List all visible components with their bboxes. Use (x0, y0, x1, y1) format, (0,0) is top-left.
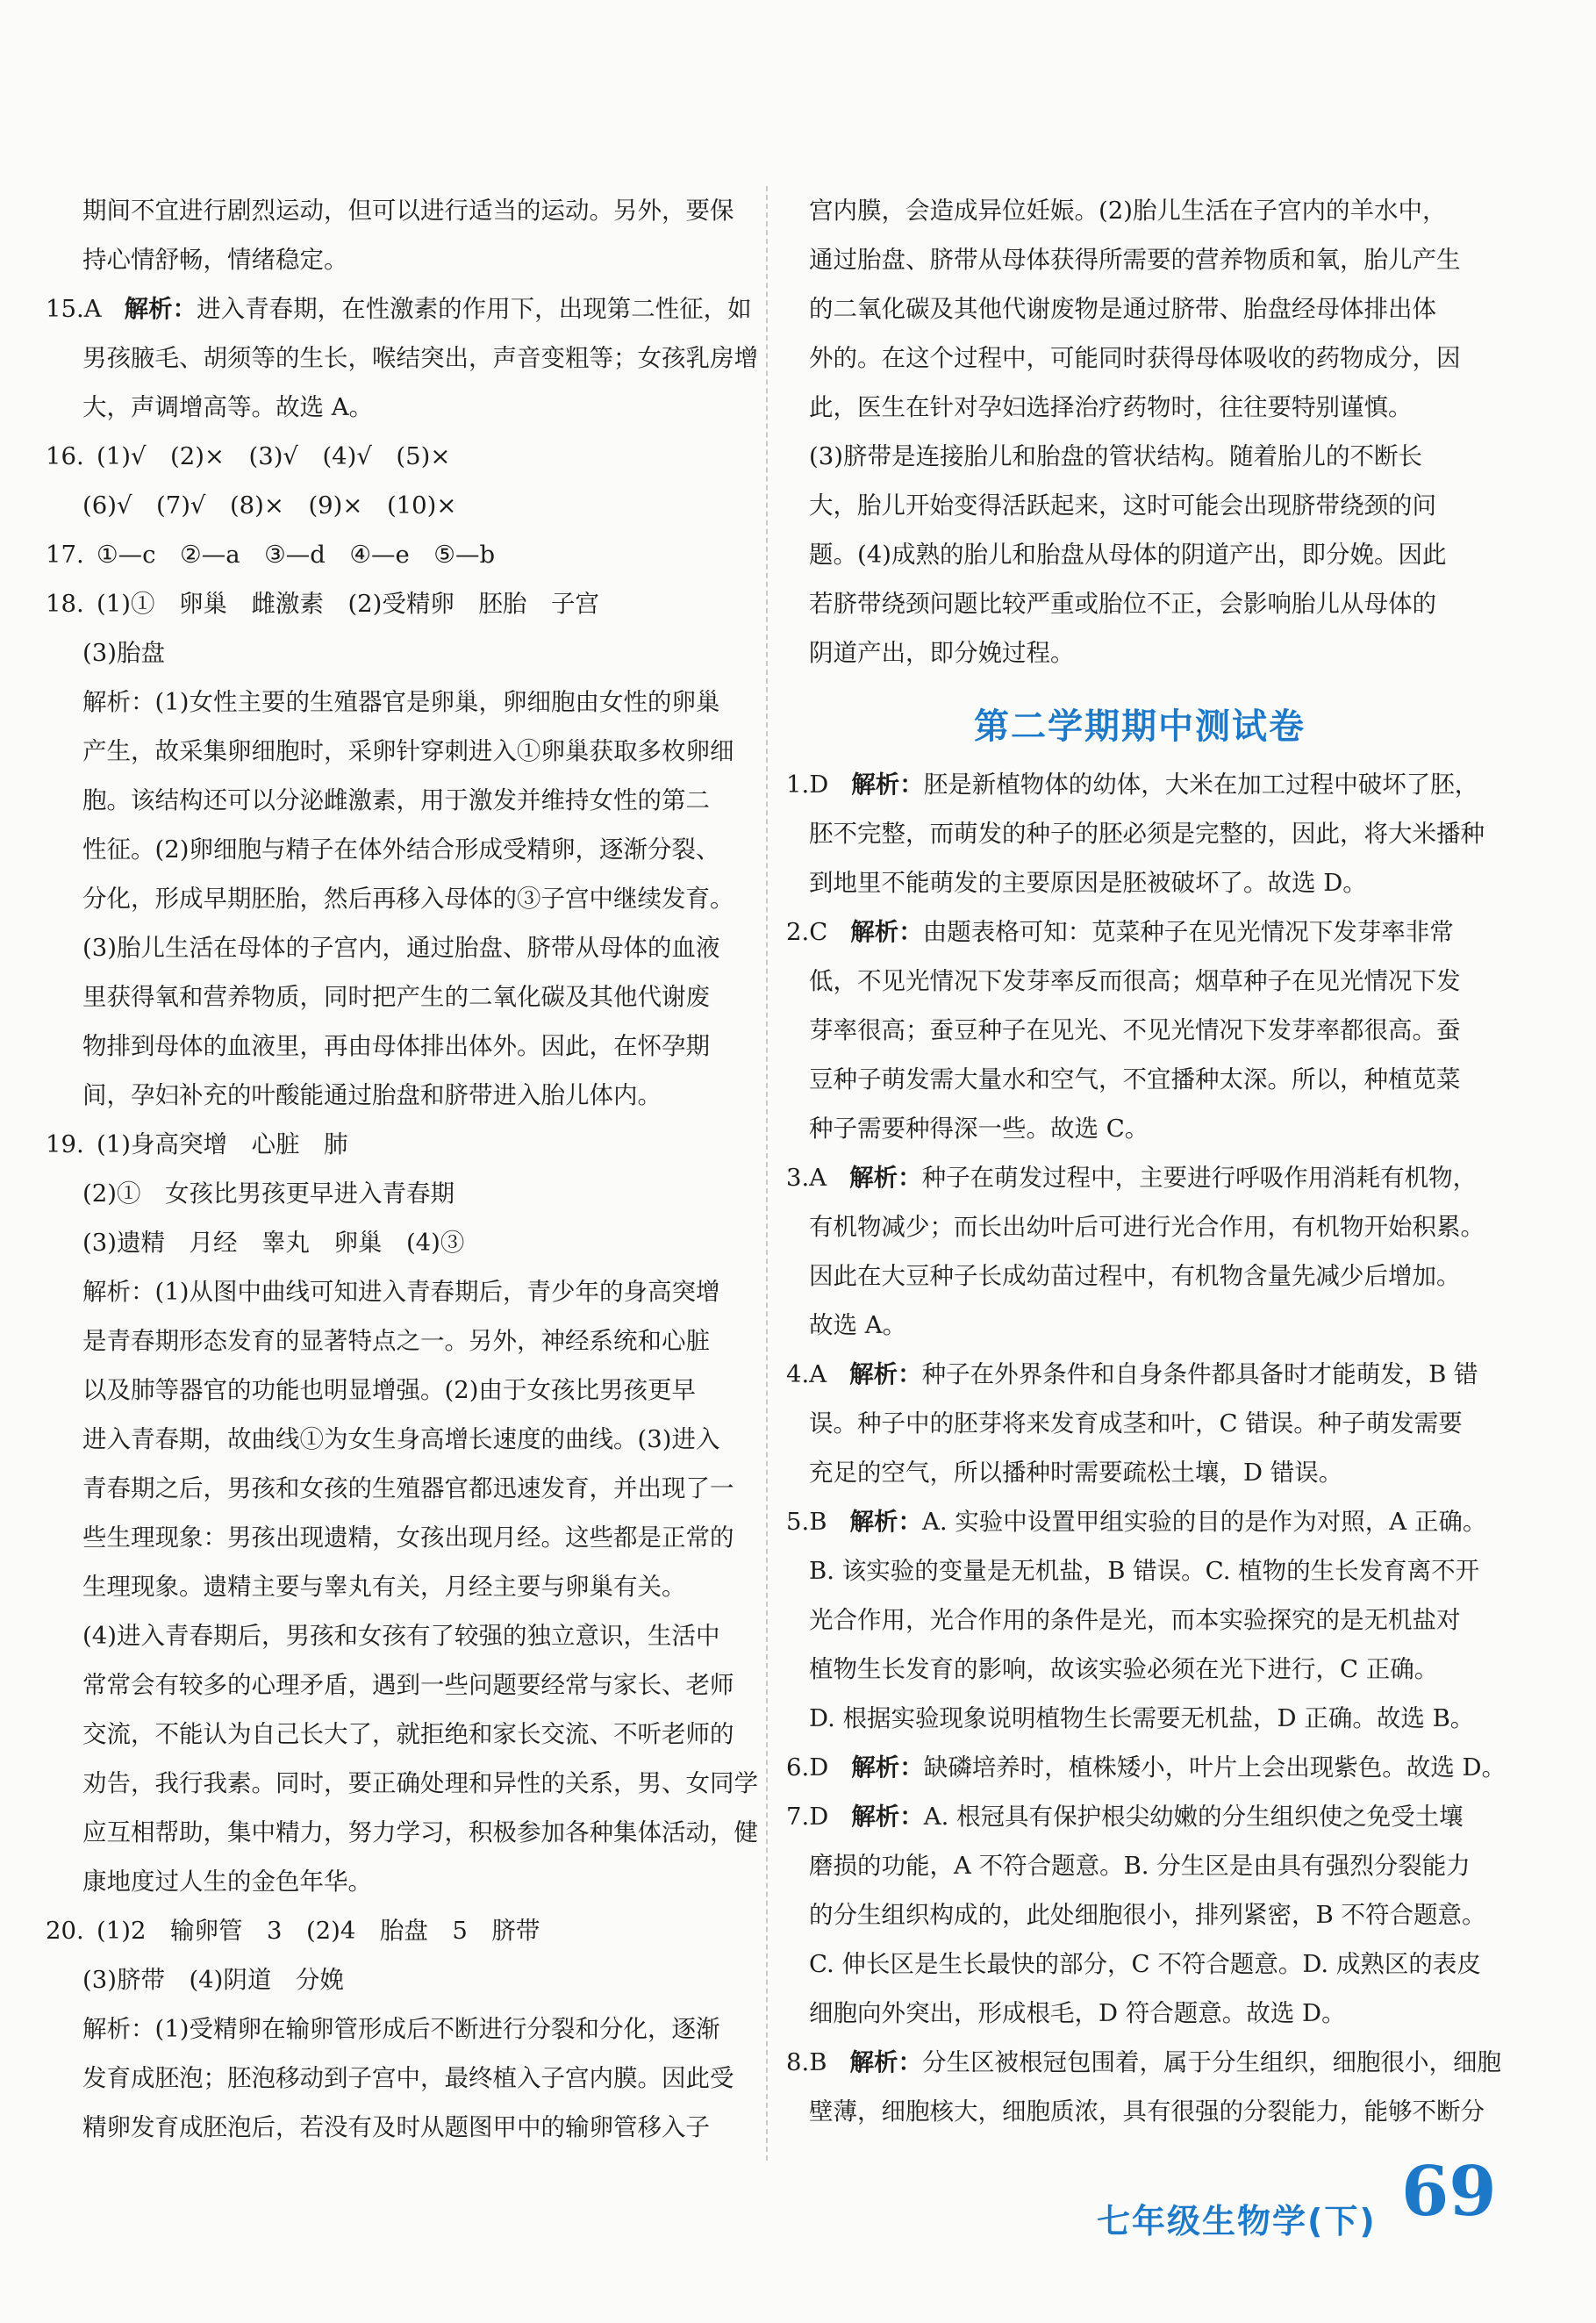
text-line (46, 1710, 748, 1759)
text-line (786, 530, 1493, 579)
line-text: 产生，故采集卵细胞时，采卵针穿刺进入①卵巢获取多枚卵细 (82, 737, 734, 765)
text-line (46, 825, 748, 874)
text-line (46, 1464, 748, 1513)
text-line (46, 1366, 748, 1415)
line-text: 有机物减少；而长出幼叶后可进行光合作用，有机物开始积累。 (809, 1213, 1485, 1241)
text-line (786, 1890, 1493, 1939)
line-text: 进入青春期，在性激素的作用下，出现第二性征，如 (197, 295, 752, 323)
question-number: 8.B (786, 2048, 827, 2076)
line-text: 由题表格可知：苋菜种子在见光情况下发芽率非常 (922, 918, 1454, 946)
question-number: 19. (46, 1130, 84, 1158)
analysis-tag: 解析： (849, 1508, 922, 1536)
text-line (786, 1989, 1493, 2038)
line-text: 壁薄，细胞核大，细胞质浓，具有很强的分裂能力，能够不断分 (809, 2097, 1485, 2126)
line-text: 性征。(2)卵细胞与精子在体外结合形成受精卵，逐渐分裂、 (82, 835, 720, 864)
question-line (46, 579, 748, 628)
text-line (46, 678, 748, 727)
line-text: 应互相帮助，集中精力，努力学习，积极参加各种集体活动，健 (82, 1818, 758, 1846)
line-text: (1)2 输卵管 3 (2)4 胎盘 5 脐带 (97, 1917, 540, 1945)
line-text: (3)胎盘 (82, 639, 165, 667)
question-number: 15.A (46, 295, 102, 323)
analysis-tag: 解析： (851, 771, 924, 799)
right-column-answers-continued (786, 186, 1493, 678)
line-text: B. 该实验的变量是无机盐，B 错误。C. 植物的生长发育离不开 (809, 1557, 1480, 1585)
text-line (46, 1071, 748, 1120)
text-line (786, 432, 1493, 481)
question-number: 1.D (786, 771, 829, 799)
line-text: 劝告，我行我素。同时，要正确处理和异性的关系，男、女同学 (82, 1769, 758, 1797)
question-line (786, 1497, 1493, 1546)
line-text: 持心情舒畅，情绪稳定。 (82, 246, 348, 274)
line-text: 精卵发育成胚泡后，若没有及时从题图甲中的输卵管移入子 (82, 2113, 710, 2141)
line-text: 光合作用，光合作用的条件是光，而本实验探究的是无机盐对 (809, 1606, 1461, 1634)
analysis-tag: 解析： (849, 1360, 922, 1388)
question-number: 5.B (786, 1508, 827, 1536)
line-text: (3)脐带 (4)阴道 分娩 (82, 1966, 344, 1994)
question-line (46, 284, 752, 333)
text-line (786, 2087, 1493, 2136)
line-text: 到地里不能萌发的主要原因是胚被破坏了。故选 D。 (809, 869, 1367, 897)
analysis-tag: 解析： (124, 295, 197, 323)
text-line (46, 1415, 748, 1464)
line-text: 植物生长发育的影响，故该实验必须在光下进行，C 正确。 (809, 1655, 1439, 1683)
midterm-answers (786, 760, 1507, 2136)
column-divider (766, 186, 768, 2161)
text-line (786, 1841, 1493, 1890)
line-text: 里获得氧和营养物质，同时把产生的二氧化碳及其他代谢废 (82, 983, 710, 1011)
line-text: 宫内膜，会造成异位妊娠。(2)胎儿生活在子宫内的羊水中， (809, 197, 1447, 225)
line-text: 种子在外界条件和自身条件都具备时才能萌发，B 错 (921, 1360, 1478, 1388)
text-line (786, 1694, 1493, 1743)
text-line (46, 874, 748, 923)
line-text: (3)脐带是连接胎儿和胎盘的管状结构。随着胎儿的不断长 (809, 442, 1422, 470)
text-line (786, 284, 1493, 333)
line-text: 物排到母体的血液里，再由母体排出体外。因此，在怀孕期 (82, 1032, 710, 1060)
text-line (786, 1595, 1493, 1645)
text-line (46, 2004, 748, 2054)
line-text: 进入青春期，故曲线①为女生身高增长速度的曲线。(3)进入 (82, 1425, 720, 1453)
text-line (786, 1104, 1493, 1153)
text-line (786, 1006, 1493, 1055)
text-line (46, 1562, 748, 1611)
text-line (46, 1611, 748, 1660)
text-line (786, 957, 1493, 1006)
line-text: 大，声调增高等。故选 A。 (82, 393, 374, 421)
text-line (786, 1055, 1493, 1104)
line-text: C. 伸长区是生长最快的部分，C 不符合题意。D. 成熟区的表皮 (809, 1950, 1481, 1978)
line-text: 豆种子萌发需大量水和空气，不宜播种太深。所以，种植苋菜 (809, 1065, 1461, 1093)
text-line (786, 1939, 1493, 1989)
text-line (786, 235, 1493, 284)
text-line (786, 1645, 1493, 1694)
text-line (46, 2054, 748, 2103)
question-line (786, 907, 1493, 957)
line-text: A. 根冠具有保护根尖幼嫩的分生组织使之免受土壤 (923, 1803, 1464, 1831)
text-line (786, 333, 1493, 383)
footer-label: 七年级生物学(下) (1097, 2202, 1377, 2241)
text-line (46, 186, 748, 235)
line-text: 的分生组织构成的，此处细胞很小，排列紧密，B 不符合题意。 (809, 1901, 1486, 1929)
line-text: 胞。该结构还可以分泌雌激素，用于激发并维持女性的第二 (82, 786, 710, 814)
text-line (46, 776, 748, 825)
line-text: 分化，形成早期胚胎，然后再移入母体的③子宫中继续发育。 (82, 885, 734, 913)
line-text: 外的。在这个过程中，可能同时获得母体吸收的药物成分，因 (809, 344, 1461, 372)
line-text: 充足的空气，所以播种时需要疏松土壤，D 错误。 (809, 1459, 1343, 1487)
text-line (786, 809, 1493, 858)
line-text: 通过胎盘、脐带从母体获得所需要的营养物质和氧，胎儿产生 (809, 246, 1461, 274)
line-text: 因此在大豆种子长成幼苗过程中，有机物含量先减少后增加。 (809, 1262, 1461, 1290)
line-text: 故选 A。 (809, 1311, 907, 1339)
analysis-tag: 解析： (849, 1164, 922, 1192)
text-line (46, 923, 748, 972)
text-line (46, 2103, 748, 2152)
line-text: 的二氧化碳及其他代谢废物是通过脐带、胎盘经母体排出体 (809, 295, 1436, 323)
question-line (46, 432, 748, 481)
text-line (46, 383, 748, 432)
text-line (786, 628, 1493, 678)
question-line (46, 1120, 748, 1169)
question-number: 2.C (786, 918, 828, 946)
text-line (46, 1955, 748, 2004)
line-text: (1)√ (2)× (3)√ (4)√ (5)× (97, 442, 451, 470)
text-line (46, 1857, 748, 1906)
question-number: 20. (46, 1917, 84, 1945)
text-line (46, 628, 748, 678)
text-line (46, 1267, 748, 1316)
analysis-tag: 解析： (851, 1803, 924, 1831)
text-line (46, 481, 748, 530)
question-line (786, 1350, 1493, 1399)
line-text: 缺磷培养时，植株矮小，叶片上会出现紫色。故选 D。 (923, 1753, 1507, 1782)
line-text: 细胞向外突出，形成根毛，D 符合题意。故选 D。 (809, 1999, 1346, 2027)
text-line (786, 579, 1493, 628)
line-text: 常常会有较多的心理矛盾，遇到一些问题要经常与家长、老师 (82, 1671, 734, 1699)
line-text: (1)身高突增 心脏 肺 (97, 1130, 348, 1158)
question-number: 18. (46, 590, 84, 618)
text-line (786, 1399, 1493, 1448)
left-column (46, 186, 758, 2152)
question-line (786, 1792, 1493, 1841)
line-text: (6)√ (7)√ (8)× (9)× (10)× (82, 491, 457, 520)
line-text: 男孩腋毛、胡须等的生长，喉结突出，声音变粗等；女孩乳房增 (82, 344, 758, 372)
line-text: 生理现象。遗精主要与睾丸有关，月经主要与卵巢有关。 (82, 1573, 686, 1601)
line-text: 芽率很高；蚕豆种子在见光、不见光情况下发芽率都很高。蚕 (809, 1016, 1461, 1044)
question-line (786, 1743, 1507, 1792)
text-line (46, 1660, 748, 1710)
question-line (786, 2038, 1501, 2087)
line-text: 康地度过人生的金色年华。 (82, 1868, 372, 1896)
line-text: (1)① 卵巢 雌激素 (2)受精卵 胚胎 子宫 (97, 590, 599, 618)
text-line (786, 1546, 1493, 1595)
question-number: 17. (46, 541, 84, 569)
text-line (786, 1448, 1493, 1497)
question-line (786, 760, 1493, 809)
analysis-tag: 解析： (851, 1753, 924, 1782)
text-line (786, 1301, 1493, 1350)
line-text: (3)胎儿生活在母体的子宫内，通过胎盘、脐带从母体的血液 (82, 934, 720, 962)
text-line (46, 235, 748, 284)
question-line (46, 1906, 748, 1955)
line-text: 些生理现象：男孩出现遗精，女孩出现月经。这些都是正常的 (82, 1524, 734, 1552)
text-line (46, 1513, 748, 1562)
text-line (46, 727, 748, 776)
line-text: (2)① 女孩比男孩更早进入青春期 (82, 1179, 454, 1208)
section-title: 第二学期期中测试卷 (974, 706, 1306, 747)
text-line (786, 383, 1493, 432)
line-text: 误。种子中的胚芽将来发育成茎和叶，C 错误。种子萌发需要 (809, 1409, 1463, 1438)
line-text: (4)进入青春期后，男孩和女孩有了较强的独立意识，生活中 (82, 1622, 720, 1650)
line-text: 胚不完整，而萌发的种子的胚必须是完整的，因此，将大米播种 (809, 820, 1485, 848)
line-text: 磨损的功能，A 不符合题意。B. 分生区是由具有强烈分裂能力 (809, 1852, 1471, 1880)
line-text: 分生区被根冠包围着，属于分生组织，细胞很小，细胞 (921, 2048, 1501, 2076)
line-text: A. 实验中设置甲组实验的目的是作为对照，A 正确。 (921, 1508, 1487, 1536)
line-text: 以及肺等器官的功能也明显增强。(2)由于女孩比男孩更早 (82, 1376, 696, 1404)
line-text: D. 根据实验现象说明植物生长需要无机盐，D 正确。故选 B。 (809, 1704, 1475, 1732)
line-text: (3)遗精 月经 睾丸 卵巢 (4)③ (82, 1229, 465, 1257)
line-text: 交流，不能认为自己长大了，就拒绝和家长交流、不听老师的 (82, 1720, 734, 1748)
question-number: 16. (46, 442, 84, 470)
analysis-tag: 解析： (850, 918, 923, 946)
line-text: 大，胎儿开始变得活跃起来，这时可能会出现脐带绕颈的问 (809, 491, 1436, 520)
page-number: 69 (1401, 2152, 1497, 2232)
text-line (786, 1251, 1493, 1301)
text-line (786, 858, 1493, 907)
question-number: 6.D (786, 1753, 829, 1782)
analysis-tag: 解析： (849, 2048, 922, 2076)
question-line (46, 530, 748, 579)
text-line (46, 1808, 758, 1857)
line-text: 阴道产出，即分娩过程。 (809, 639, 1075, 667)
line-text: 若脐带绕颈问题比较严重或胎位不正，会影响胎儿从母体的 (809, 590, 1436, 618)
text-line (46, 1316, 748, 1366)
line-text: 间，孕妇补充的叶酸能通过胎盘和脐带进入胎儿体内。 (82, 1081, 662, 1109)
text-line (46, 333, 758, 383)
right-column (786, 186, 1507, 2136)
line-text: 题。(4)成熟的胎儿和胎盘从母体的阴道产出，即分娩。因此 (809, 541, 1447, 569)
line-text: 青春期之后，男孩和女孩的生殖器官都迅速发育，并出现了一 (82, 1474, 734, 1502)
question-number: 3.A (786, 1164, 827, 1192)
line-text: 此，医生在针对孕妇选择治疗药物时，往往要特别谨慎。 (809, 393, 1413, 421)
line-text: 种子在萌发过程中，主要进行呼吸作用消耗有机物， (921, 1164, 1478, 1192)
text-line (46, 1218, 748, 1267)
line-text: 种子需要种得深一些。故选 C。 (809, 1115, 1149, 1143)
line-text: 解析：(1)受精卵在输卵管形成后不断进行分裂和分化，逐渐 (82, 2015, 720, 2043)
text-line (46, 972, 748, 1022)
text-line (786, 1202, 1493, 1251)
text-line (46, 1169, 748, 1218)
line-text: ①—c ②—a ③—d ④—e ⑤—b (97, 541, 496, 569)
line-text: 期间不宜进行剧烈运动，但可以进行适当的运动。另外，要保 (82, 197, 734, 225)
text-line (46, 1022, 748, 1071)
line-text: 胚是新植物体的幼体，大米在加工过程中破坏了胚， (923, 771, 1479, 799)
question-line (786, 1153, 1493, 1202)
text-line (786, 481, 1493, 530)
line-text: 解析：(1)从图中曲线可知进入青春期后，青少年的身高突增 (82, 1278, 720, 1306)
text-line (786, 186, 1493, 235)
question-number: 4.A (786, 1360, 827, 1388)
line-text: 是青春期形态发育的显著特点之一。另外，神经系统和心脏 (82, 1327, 710, 1355)
line-text: 低，不见光情况下发芽率反而很高；烟草种子在见光情况下发 (809, 967, 1461, 995)
text-line (46, 1759, 758, 1808)
question-number: 7.D (786, 1803, 829, 1831)
line-text: 解析：(1)女性主要的生殖器官是卵巢，卵细胞由女性的卵巢 (82, 688, 720, 716)
line-text: 发育成胚泡；胚泡移动到子宫中，最终植入子宫内膜。因此受 (82, 2064, 734, 2092)
